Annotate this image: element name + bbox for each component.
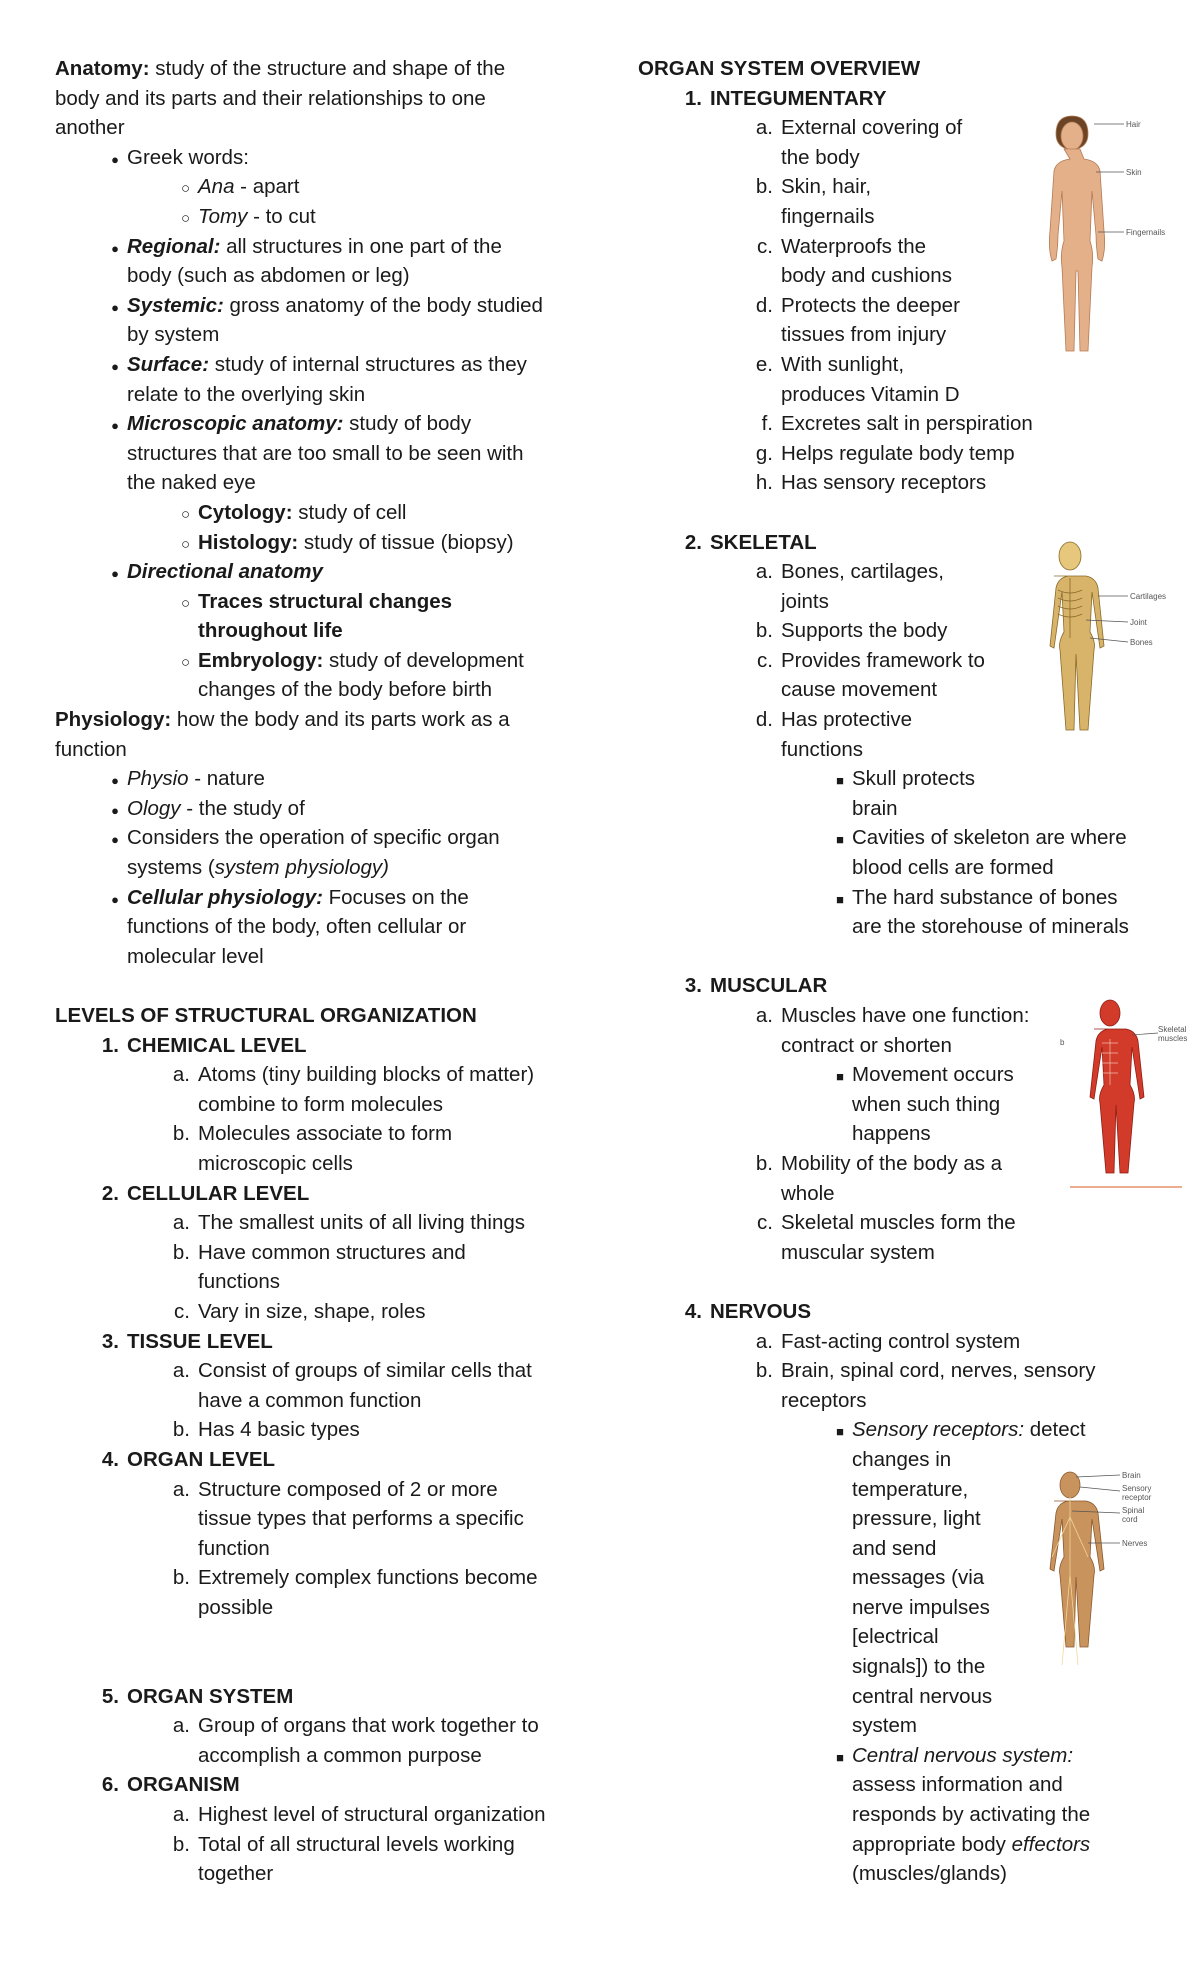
list-item-line: fingernails xyxy=(781,204,875,228)
level-title: 6. ORGANISM xyxy=(101,1773,240,1797)
section-title: 2. SKELETAL xyxy=(684,530,817,554)
circle-bullet-icon xyxy=(162,528,190,560)
list-item-line: functions xyxy=(198,1270,281,1294)
level-title: 2. CELLULAR LEVEL xyxy=(101,1181,310,1205)
list-item-line: tissues from injury xyxy=(781,323,947,347)
list-item: g. Helps regulate body temp xyxy=(638,439,1178,469)
list-item: b. Has 4 basic types xyxy=(55,1415,595,1445)
section-title: 1. INTEGUMENTARY xyxy=(684,86,887,110)
physiology-definition: Physiology: how the body and its parts work as a xyxy=(55,708,510,732)
figure-label: Spinal xyxy=(1122,1505,1145,1515)
list-item-line: nerve impulses xyxy=(852,1595,990,1619)
list-item: ■ Sensory receptors: detect xyxy=(638,1415,1178,1445)
list-marker: a. xyxy=(172,1359,190,1383)
list-marker: c. xyxy=(757,648,773,672)
list-item-line: are the storehouse of minerals xyxy=(852,915,1129,939)
square-bullet-icon xyxy=(816,1060,844,1092)
figure-label: Nerves xyxy=(1122,1538,1148,1548)
list-item: ● Physio - nature xyxy=(55,764,595,794)
list-item: ■ Skull protects xyxy=(638,764,1178,794)
anatomy-definition: Anatomy: study of the structure and shape of the xyxy=(55,57,506,80)
list-item: h. Has sensory receptors xyxy=(638,468,1178,498)
left-column: Anatomy: study of the structure and shape of the body and its parts and their relationships to one another ● Greek words: ○ Ana - apart ○ Tomy - to cut ● Regional: all structures in one part of the body (such as abdomen or leg) ● Systemic: gross anatomy of the body studied by system ● Surface: study of internal structures as they relate to the overlying skin ● Microscopic anatomy: study of body structures that are too small to be seen with the naked eye ○ Cytology: study of cell ○ Histology: study of tissue (biopsy) ● Directional anatomy ○ Traces structural changes throughout life ○ Embryology: study of development changes of the body before birth Physiology: how the body and its parts work as a function ● Physio - nature ● Ology - the study of ● Considers the operation of specific organ systems (system physiology) ● Cellular physiology: Focuses on the functions of the body, often cellular or molecular level LEVELS OF STRUCTURAL ORGANIZATION 1. CHEMICAL LEVEL a. Atoms (tiny building blocks of matter) combine to form molecules b. Molecules associate to form microscopic cells 2. CELLULAR LEVEL a. The smallest units of all living things b. Have common structures and functions c. Vary in size, shape, roles 3. TISSUE LEVEL a. Consist of groups of similar cells that have a common function b. Has 4 basic types 4. ORGAN LEVEL a. Structure composed of 2 or more tissue types that performs a specific function b. Extremely complex functions become possible 5. ORGAN SYSTEM a. Group of organs that work together to accomplish a common purpose 6. ORGANISM a. Highest level of structural organization b. Total of all structural levels working together xyxy=(55,54,595,1889)
list-item-line: body and cushions xyxy=(781,264,952,288)
level-title: 1. CHEMICAL LEVEL xyxy=(101,1033,307,1057)
list-item: c. Waterproofs the xyxy=(638,232,1178,262)
list-marker: e. xyxy=(755,352,773,376)
list-marker: a. xyxy=(755,1329,773,1353)
list-marker: a. xyxy=(172,1803,190,1827)
skeletal-figure xyxy=(1028,538,1188,788)
integumentary-section xyxy=(638,84,1178,498)
bullet-icon xyxy=(91,557,119,589)
list-item: a. Structure composed of 2 or more xyxy=(55,1475,595,1505)
list-item-line: pressure, light xyxy=(852,1507,981,1531)
right-column xyxy=(638,54,1188,1889)
section-title: 3. MUSCULAR xyxy=(684,974,828,998)
list-item: b. Have common structures and xyxy=(55,1238,595,1268)
level-title: 5. ORGAN SYSTEM xyxy=(101,1684,294,1708)
list-marker: b. xyxy=(172,1122,190,1146)
list-item: a. Highest level of structural organization xyxy=(55,1800,595,1830)
list-item-line: possible xyxy=(198,1595,274,1619)
list-item-line: signals]) to the xyxy=(852,1655,986,1679)
nervous-section: 4. NERVOUS a. Fast-acting control system b. Brain, spinal cord, nerves, sensory receptors ■ Sensory receptors: detect changes in temperature, pressure, light and send messages (via nerve impulses [electrical signals]) to the central nervous system ■ Central nervous system: assess information and responds by activating the appropriate body effectors (muscles/glands) Brain Sensory receptor Spinal cord Nerves xyxy=(638,1297,1178,1889)
list-item-line: receptors xyxy=(781,1388,867,1412)
bullet-icon xyxy=(91,883,119,915)
level-title: 4. ORGAN LEVEL xyxy=(101,1447,276,1471)
figure-label: muscles xyxy=(1158,1034,1188,1044)
list-item-line: function xyxy=(198,1536,270,1560)
list-item: a. Bones, cartilages, xyxy=(638,557,1178,587)
bullet-icon xyxy=(91,232,119,264)
figure-label: Cartilages xyxy=(1130,591,1167,601)
list-item: a. Atoms (tiny building blocks of matter) xyxy=(55,1060,595,1090)
list-item-line: central nervous xyxy=(852,1684,993,1708)
list-item: b. Extremely complex functions become xyxy=(55,1563,595,1593)
figure-label: cord xyxy=(1122,1514,1138,1524)
list-item: ■ The hard substance of bones xyxy=(638,883,1178,913)
bullet-icon xyxy=(91,764,119,796)
list-item-line: accomplish a common purpose xyxy=(198,1743,482,1767)
list-item: ■ Cavities of skeleton are where xyxy=(638,823,1178,853)
list-marker: a. xyxy=(755,560,773,584)
circle-bullet-icon xyxy=(162,587,190,619)
list-marker: b. xyxy=(172,1240,190,1264)
list-item: d. Protects the deeper xyxy=(638,291,1178,321)
list-item: ○ Cytology: study of cell xyxy=(55,498,595,528)
muscular-figure xyxy=(1058,995,1188,1195)
figure-label: Skeletal xyxy=(1158,1025,1187,1035)
list-marker: b. xyxy=(172,1418,190,1442)
circle-bullet-icon xyxy=(162,498,190,530)
figure-label: Skin xyxy=(1126,167,1142,177)
figure-label: Joint xyxy=(1130,617,1147,627)
list-item: ● Microscopic anatomy: study of body xyxy=(55,409,595,439)
list-marker: a. xyxy=(172,1211,190,1235)
list-item: b. Brain, spinal cord, nerves, sensory xyxy=(638,1356,1178,1386)
list-item: ● Systemic: gross anatomy of the body studied xyxy=(55,291,595,321)
circle-bullet-icon xyxy=(162,172,190,204)
circle-bullet-icon xyxy=(162,202,190,234)
list-marker: b. xyxy=(755,1359,773,1383)
list-item: b. Total of all structural levels working xyxy=(55,1830,595,1860)
list-item: c. Provides framework to xyxy=(638,646,1178,676)
list-item: c. Skeletal muscles form the xyxy=(757,1211,1016,1235)
bullet-icon xyxy=(91,291,119,323)
list-item: a. Group of organs that work together to xyxy=(55,1711,595,1741)
list-item-line: cause movement xyxy=(781,678,938,702)
square-bullet-icon xyxy=(816,823,844,855)
list-item: b. Mobility of the body as a xyxy=(755,1151,1003,1175)
figure-letter: b xyxy=(1060,1038,1065,1048)
list-item: ● Considers the operation of specific organ xyxy=(55,823,595,853)
figure-label: Fingernails xyxy=(1126,227,1166,237)
list-marker: g. xyxy=(755,441,773,465)
nervous-figure xyxy=(1030,1467,1180,1687)
list-item-line: messages (via xyxy=(852,1566,985,1590)
list-item: ● Regional: all structures in one part of the xyxy=(55,232,595,262)
list-item: a. The smallest units of all living things xyxy=(55,1208,595,1238)
list-item-line: system xyxy=(852,1714,917,1738)
list-item-line: produces Vitamin D xyxy=(781,382,960,406)
list-item: ○ Ana - apart xyxy=(55,172,595,202)
bullet-icon xyxy=(91,794,119,826)
list-marker: c. xyxy=(757,234,773,258)
list-marker: a. xyxy=(172,1714,190,1738)
square-bullet-icon xyxy=(816,764,844,796)
list-item-line: microscopic cells xyxy=(198,1151,353,1175)
list-item-line: and send xyxy=(852,1536,937,1560)
list-item: ○ Embryology: study of development xyxy=(55,646,595,676)
list-marker: d. xyxy=(755,293,773,317)
list-item: ● Cellular physiology: Focuses on the xyxy=(55,883,595,913)
bullet-icon xyxy=(91,143,119,175)
list-marker: h. xyxy=(755,471,773,495)
list-item-line: changes in xyxy=(852,1447,952,1471)
list-item-line: functions xyxy=(781,737,864,761)
list-item-line: tissue types that performs a specific xyxy=(198,1507,524,1531)
list-item-line: blood cells are formed xyxy=(852,856,1054,880)
level-title: 3. TISSUE LEVEL xyxy=(101,1329,273,1353)
nervous-items xyxy=(638,1327,1178,1416)
levels-list xyxy=(55,1031,595,1889)
list-item: ● Surface: study of internal structures as they xyxy=(55,350,595,380)
bullet-icon xyxy=(91,409,119,441)
list-item-line: together xyxy=(198,1862,274,1886)
figure-label: Bones xyxy=(1130,637,1153,647)
list-marker: b. xyxy=(172,1832,190,1856)
list-item: ● Ology - the study of xyxy=(55,794,595,824)
list-item: c. Vary in size, shape, roles xyxy=(55,1297,595,1327)
list-item: ○ Traces structural changes xyxy=(55,587,595,617)
square-bullet-icon xyxy=(816,1415,844,1447)
figure-label: Sensory xyxy=(1122,1483,1152,1493)
square-bullet-icon xyxy=(816,883,844,915)
list-item: a. Consist of groups of similar cells that xyxy=(55,1356,595,1386)
list-marker: b. xyxy=(172,1566,190,1590)
levels-heading: LEVELS OF STRUCTURAL ORGANIZATION xyxy=(55,1004,477,1027)
bullet-icon xyxy=(91,823,119,855)
circle-bullet-icon xyxy=(162,646,190,678)
list-marker: b. xyxy=(755,619,773,643)
list-item: ○ Tomy - to cut xyxy=(55,202,595,232)
list-item-line: temperature, xyxy=(852,1477,969,1501)
list-marker: a. xyxy=(172,1063,190,1087)
figure-label: receptor xyxy=(1122,1492,1152,1502)
list-item-line: joints xyxy=(781,589,829,613)
bullet-icon xyxy=(91,350,119,382)
figure-label: Brain xyxy=(1122,1470,1141,1480)
list-item-line: have a common function xyxy=(198,1388,422,1412)
list-item: ● Directional anatomy xyxy=(55,557,595,587)
list-marker: c. xyxy=(174,1299,190,1323)
list-item: e. With sunlight, xyxy=(638,350,1178,380)
list-marker: a. xyxy=(755,116,773,140)
list-item-line: the body xyxy=(781,145,860,169)
square-bullet-icon xyxy=(816,1741,844,1773)
skeletal-section xyxy=(638,528,1178,942)
list-item: a. Muscles have one function: xyxy=(755,1004,1030,1027)
list-item: ● Greek words: xyxy=(55,143,595,173)
list-item: a. Fast-acting control system xyxy=(638,1327,1178,1357)
list-item-line: combine to form molecules xyxy=(198,1092,443,1116)
section-title: 4. NERVOUS xyxy=(684,1299,812,1323)
list-item: ■ Movement occurs xyxy=(638,1060,1178,1090)
list-item: ○ Histology: study of tissue (biopsy) xyxy=(55,528,595,558)
list-marker: a. xyxy=(172,1477,190,1501)
list-marker: f. xyxy=(761,412,773,436)
figure-label: Hair xyxy=(1126,119,1141,129)
organ-system-heading: ORGAN SYSTEM OVERVIEW xyxy=(638,57,921,80)
list-item: b. Skin, hair, xyxy=(638,172,1178,202)
muscular-section: 3. MUSCULAR a. Muscles have one function: contract or shorten ■ Movement occurs when such thing happens b. Mobility of the body as a whole c. Skeletal muscles form the muscular system b Skeletal muscles xyxy=(638,971,1178,1267)
list-item: f. Excretes salt in perspiration xyxy=(638,409,1178,439)
list-item: ■ Central nervous system: xyxy=(638,1741,1178,1771)
list-item: b. Supports the body xyxy=(638,616,1178,646)
skeletal-subitems xyxy=(638,764,1178,942)
list-item: d. Has protective xyxy=(638,705,1178,735)
integumentary-figure xyxy=(1024,114,1184,354)
list-item: a. External covering of xyxy=(638,113,1178,143)
list-item-line: [electrical xyxy=(852,1625,939,1649)
list-marker: b. xyxy=(755,175,773,199)
list-marker: d. xyxy=(755,708,773,732)
list-item-line: brain xyxy=(852,796,898,820)
list-item: b. Molecules associate to form xyxy=(55,1119,595,1149)
